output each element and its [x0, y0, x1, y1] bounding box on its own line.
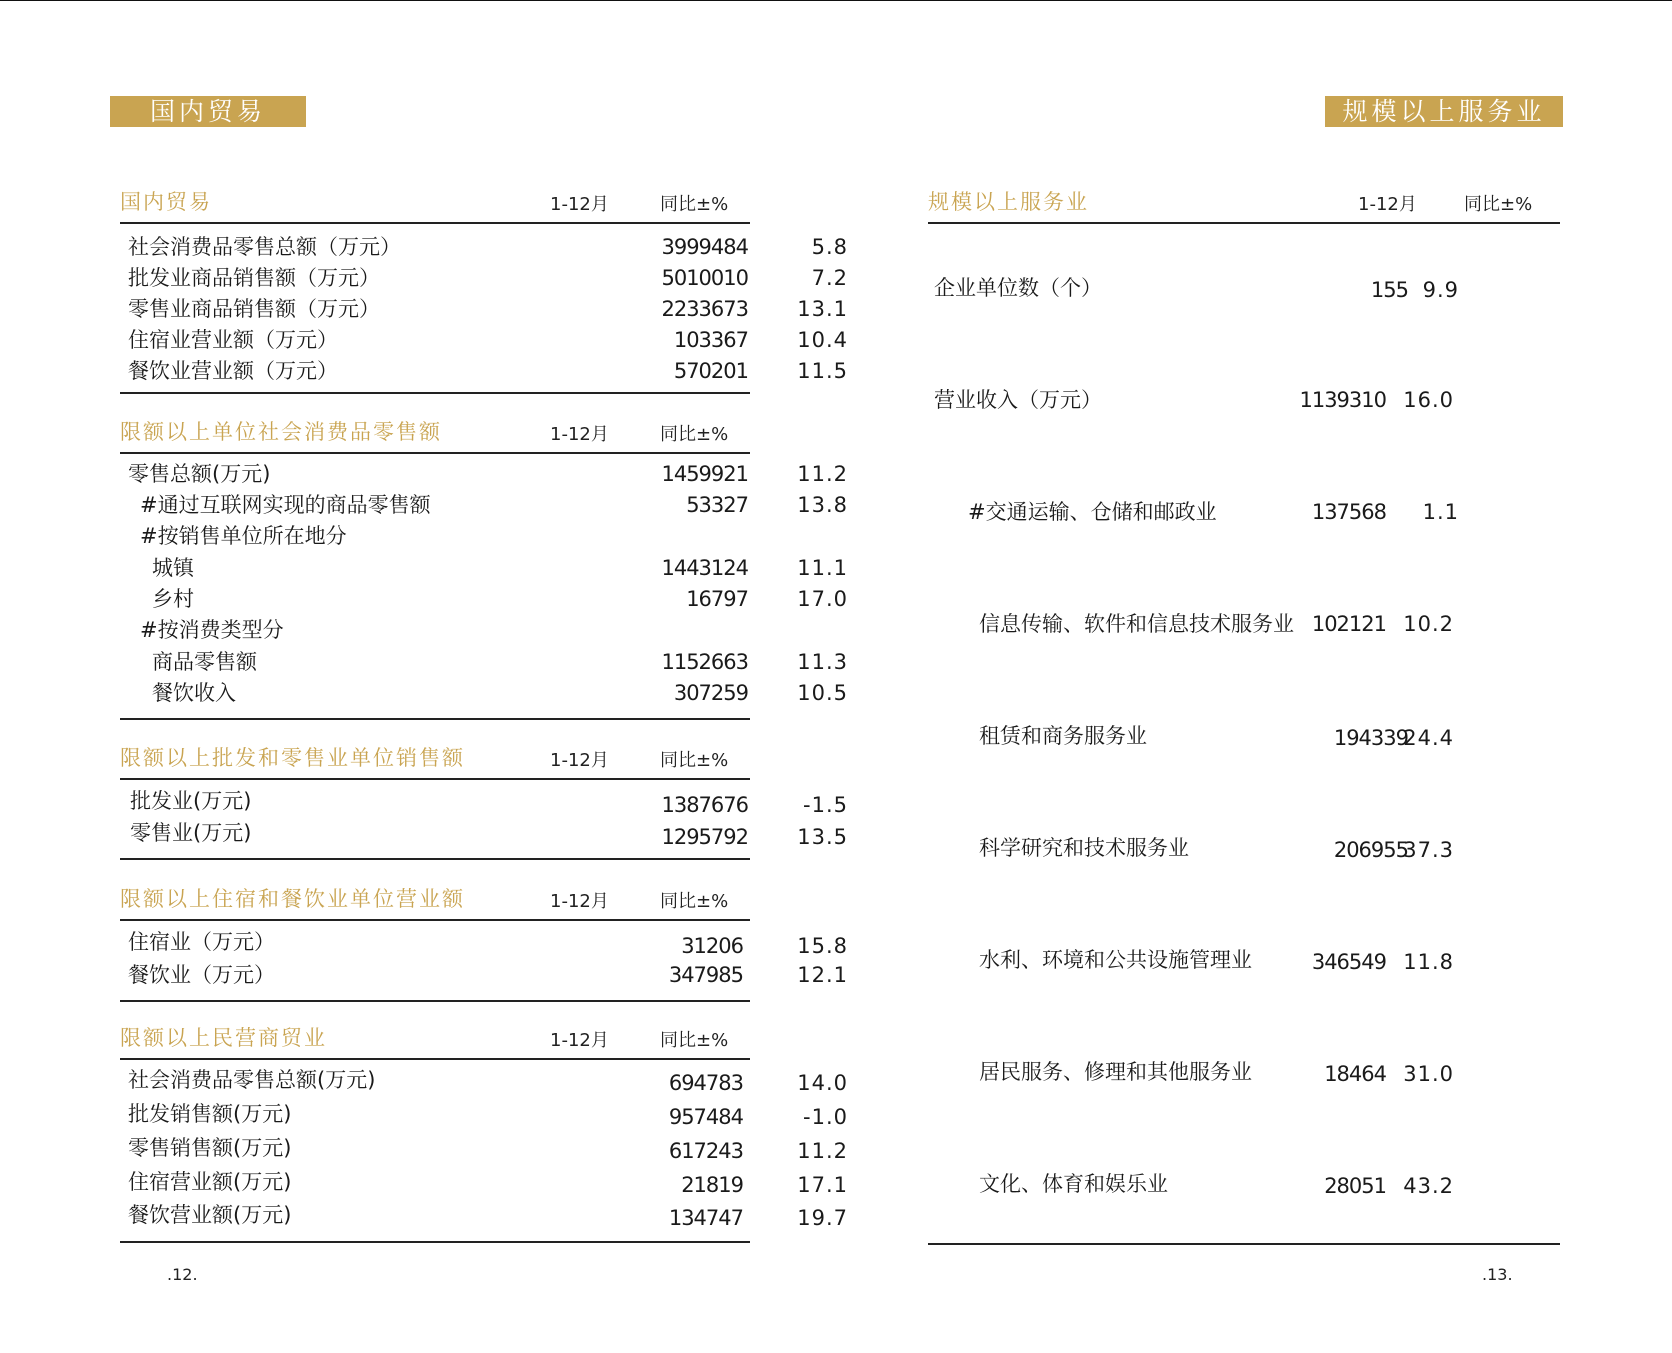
row-value: 1387676	[661, 793, 748, 817]
row-label: 住宿业营业额（万元）	[128, 328, 338, 352]
row-label: 企业单位数（个）	[934, 276, 1102, 300]
row-value: 346549	[1311, 950, 1386, 974]
section-title: 限额以上住宿和餐饮业单位营业额	[120, 887, 465, 911]
row-yoy: 19.7	[797, 1206, 848, 1230]
row-yoy: 15.8	[797, 934, 848, 958]
section-title: 限额以上单位社会消费品零售额	[120, 420, 442, 444]
row-yoy: 43.2	[1403, 1174, 1454, 1198]
row-yoy: 11.2	[797, 462, 848, 486]
section-rule	[120, 452, 750, 454]
row-yoy: 11.8	[1403, 950, 1454, 974]
column-header-yoy: 同比±%	[660, 891, 729, 912]
row-label: 社会消费品零售总额(万元)	[128, 1068, 376, 1092]
row-value: 134747	[668, 1206, 743, 1230]
row-value: 206955	[1333, 838, 1408, 862]
row-label: 餐饮业营业额（万元）	[128, 359, 338, 383]
column-header-period: 1-12月	[550, 194, 609, 215]
row-value: 21819	[681, 1173, 743, 1197]
row-label: 住宿营业额(万元)	[128, 1170, 292, 1194]
section-title: 限额以上民营商贸业	[120, 1026, 327, 1050]
row-value: 18464	[1324, 1062, 1386, 1086]
row-label: 乡村	[152, 587, 194, 611]
row-yoy: 11.3	[797, 650, 848, 674]
row-value: 194339	[1333, 726, 1408, 750]
row-label: 文化、体育和娱乐业	[979, 1172, 1168, 1196]
row-value: 3999484	[661, 235, 748, 259]
row-yoy: 11.5	[797, 359, 848, 383]
row-label: 租赁和商务服务业	[979, 724, 1147, 748]
row-label: 城镇	[152, 556, 194, 580]
page-number-left: .12.	[167, 1265, 198, 1284]
row-yoy: 17.0	[797, 587, 848, 611]
section-header-private-commerce	[120, 1024, 750, 1054]
row-label: #通过互联网实现的商品零售额	[140, 493, 431, 517]
row-value: 307259	[673, 681, 748, 705]
row-value: 1459921	[661, 462, 748, 486]
row-yoy: -1.0	[803, 1105, 848, 1129]
row-label: 餐饮收入	[152, 681, 236, 705]
row-value: 694783	[668, 1071, 743, 1095]
row-label: #交通运输、仓储和邮政业	[968, 500, 1217, 524]
row-value: 137568	[1311, 500, 1386, 524]
row-value: 5010010	[661, 266, 748, 290]
row-value: 570201	[673, 359, 748, 383]
row-yoy: 37.3	[1403, 838, 1454, 862]
section-rule	[928, 1243, 1560, 1245]
section-rule	[120, 222, 750, 224]
section-header-retail-sales	[120, 418, 750, 448]
row-value: 31206	[681, 934, 743, 958]
row-yoy: 31.0	[1403, 1062, 1454, 1086]
left-section-tag: 国内贸易	[110, 96, 306, 127]
row-label: #按消费类型分	[140, 618, 284, 642]
row-label: 营业收入（万元）	[934, 388, 1102, 412]
row-label: 餐饮营业额(万元)	[128, 1203, 292, 1227]
row-label: 居民服务、修理和其他服务业	[979, 1060, 1252, 1084]
row-label: 批发业(万元)	[130, 789, 252, 813]
column-header-yoy: 同比±%	[1464, 194, 1533, 215]
row-yoy: 14.0	[797, 1071, 848, 1095]
row-value: 53327	[686, 493, 748, 517]
row-yoy: 12.1	[797, 963, 848, 987]
row-label: 信息传输、软件和信息技术服务业	[979, 612, 1294, 636]
row-yoy: 1.1	[1422, 500, 1459, 524]
section-header-accommodation-catering	[120, 885, 750, 915]
section-title: 规模以上服务业	[928, 190, 1089, 214]
section-rule	[120, 392, 750, 394]
column-header-period: 1-12月	[550, 750, 609, 771]
row-label: 批发业商品销售额（万元）	[128, 266, 380, 290]
section-rule	[120, 778, 750, 780]
row-value: 1152663	[661, 650, 748, 674]
row-label: 零售总额(万元)	[128, 462, 271, 486]
row-yoy: 16.0	[1403, 388, 1454, 412]
row-value: 155	[1370, 278, 1408, 302]
row-label: 零售销售额(万元)	[128, 1136, 292, 1160]
row-value: 347985	[668, 963, 743, 987]
right-section-tag: 规模以上服务业	[1325, 96, 1563, 127]
row-yoy: 17.1	[797, 1173, 848, 1197]
row-label: 商品零售额	[152, 650, 257, 674]
row-label: #按销售单位所在地分	[140, 524, 347, 548]
column-header-yoy: 同比±%	[660, 1030, 729, 1051]
top-border	[0, 0, 1672, 1]
row-yoy: 11.2	[797, 1139, 848, 1163]
row-value: 1443124	[661, 556, 748, 580]
row-value: 1139310	[1299, 388, 1386, 412]
row-value: 28051	[1324, 1174, 1386, 1198]
row-yoy: 10.5	[797, 681, 848, 705]
row-value: 617243	[668, 1139, 743, 1163]
section-header-wholesale-retail	[120, 744, 750, 774]
section-header-services	[928, 188, 1560, 218]
column-header-yoy: 同比±%	[660, 194, 729, 215]
row-label: 零售业商品销售额（万元）	[128, 297, 380, 321]
page-number-right: .13.	[1482, 1265, 1513, 1284]
row-yoy: 13.8	[797, 493, 848, 517]
row-yoy: 24.4	[1403, 726, 1454, 750]
section-rule	[120, 858, 750, 860]
column-header-yoy: 同比±%	[660, 750, 729, 771]
column-header-period: 1-12月	[550, 424, 609, 445]
row-yoy: 11.1	[797, 556, 848, 580]
row-yoy: 9.9	[1422, 278, 1459, 302]
row-value: 2233673	[661, 297, 748, 321]
row-label: 批发销售额(万元)	[128, 1102, 292, 1126]
row-yoy: 13.1	[797, 297, 848, 321]
section-title: 限额以上批发和零售业单位销售额	[120, 746, 465, 770]
row-value: 16797	[686, 587, 748, 611]
row-value: 957484	[668, 1105, 743, 1129]
column-header-yoy: 同比±%	[660, 424, 729, 445]
column-header-period: 1-12月	[550, 891, 609, 912]
row-label: 水利、环境和公共设施管理业	[979, 948, 1252, 972]
row-value: 103367	[673, 328, 748, 352]
section-rule	[120, 718, 750, 720]
row-value: 1295792	[661, 825, 748, 849]
section-rule	[120, 1000, 750, 1002]
section-rule	[928, 222, 1560, 224]
row-label: 零售业(万元)	[130, 821, 252, 845]
row-yoy: 7.2	[811, 266, 848, 290]
row-value: 102121	[1311, 612, 1386, 636]
row-label: 科学研究和技术服务业	[979, 836, 1189, 860]
row-label: 餐饮业（万元）	[128, 963, 275, 987]
row-yoy: -1.5	[803, 793, 848, 817]
row-label: 社会消费品零售总额（万元）	[128, 235, 401, 259]
column-header-period: 1-12月	[550, 1030, 609, 1051]
row-yoy: 10.4	[797, 328, 848, 352]
section-rule	[120, 1241, 750, 1243]
section-rule	[120, 1058, 750, 1060]
row-yoy: 13.5	[797, 825, 848, 849]
section-title: 国内贸易	[120, 190, 212, 214]
row-yoy: 5.8	[811, 235, 848, 259]
column-header-period: 1-12月	[1358, 194, 1417, 215]
section-rule	[120, 919, 750, 921]
row-yoy: 10.2	[1403, 612, 1454, 636]
section-header-domestic-trade	[120, 188, 750, 218]
row-label: 住宿业（万元）	[128, 930, 275, 954]
